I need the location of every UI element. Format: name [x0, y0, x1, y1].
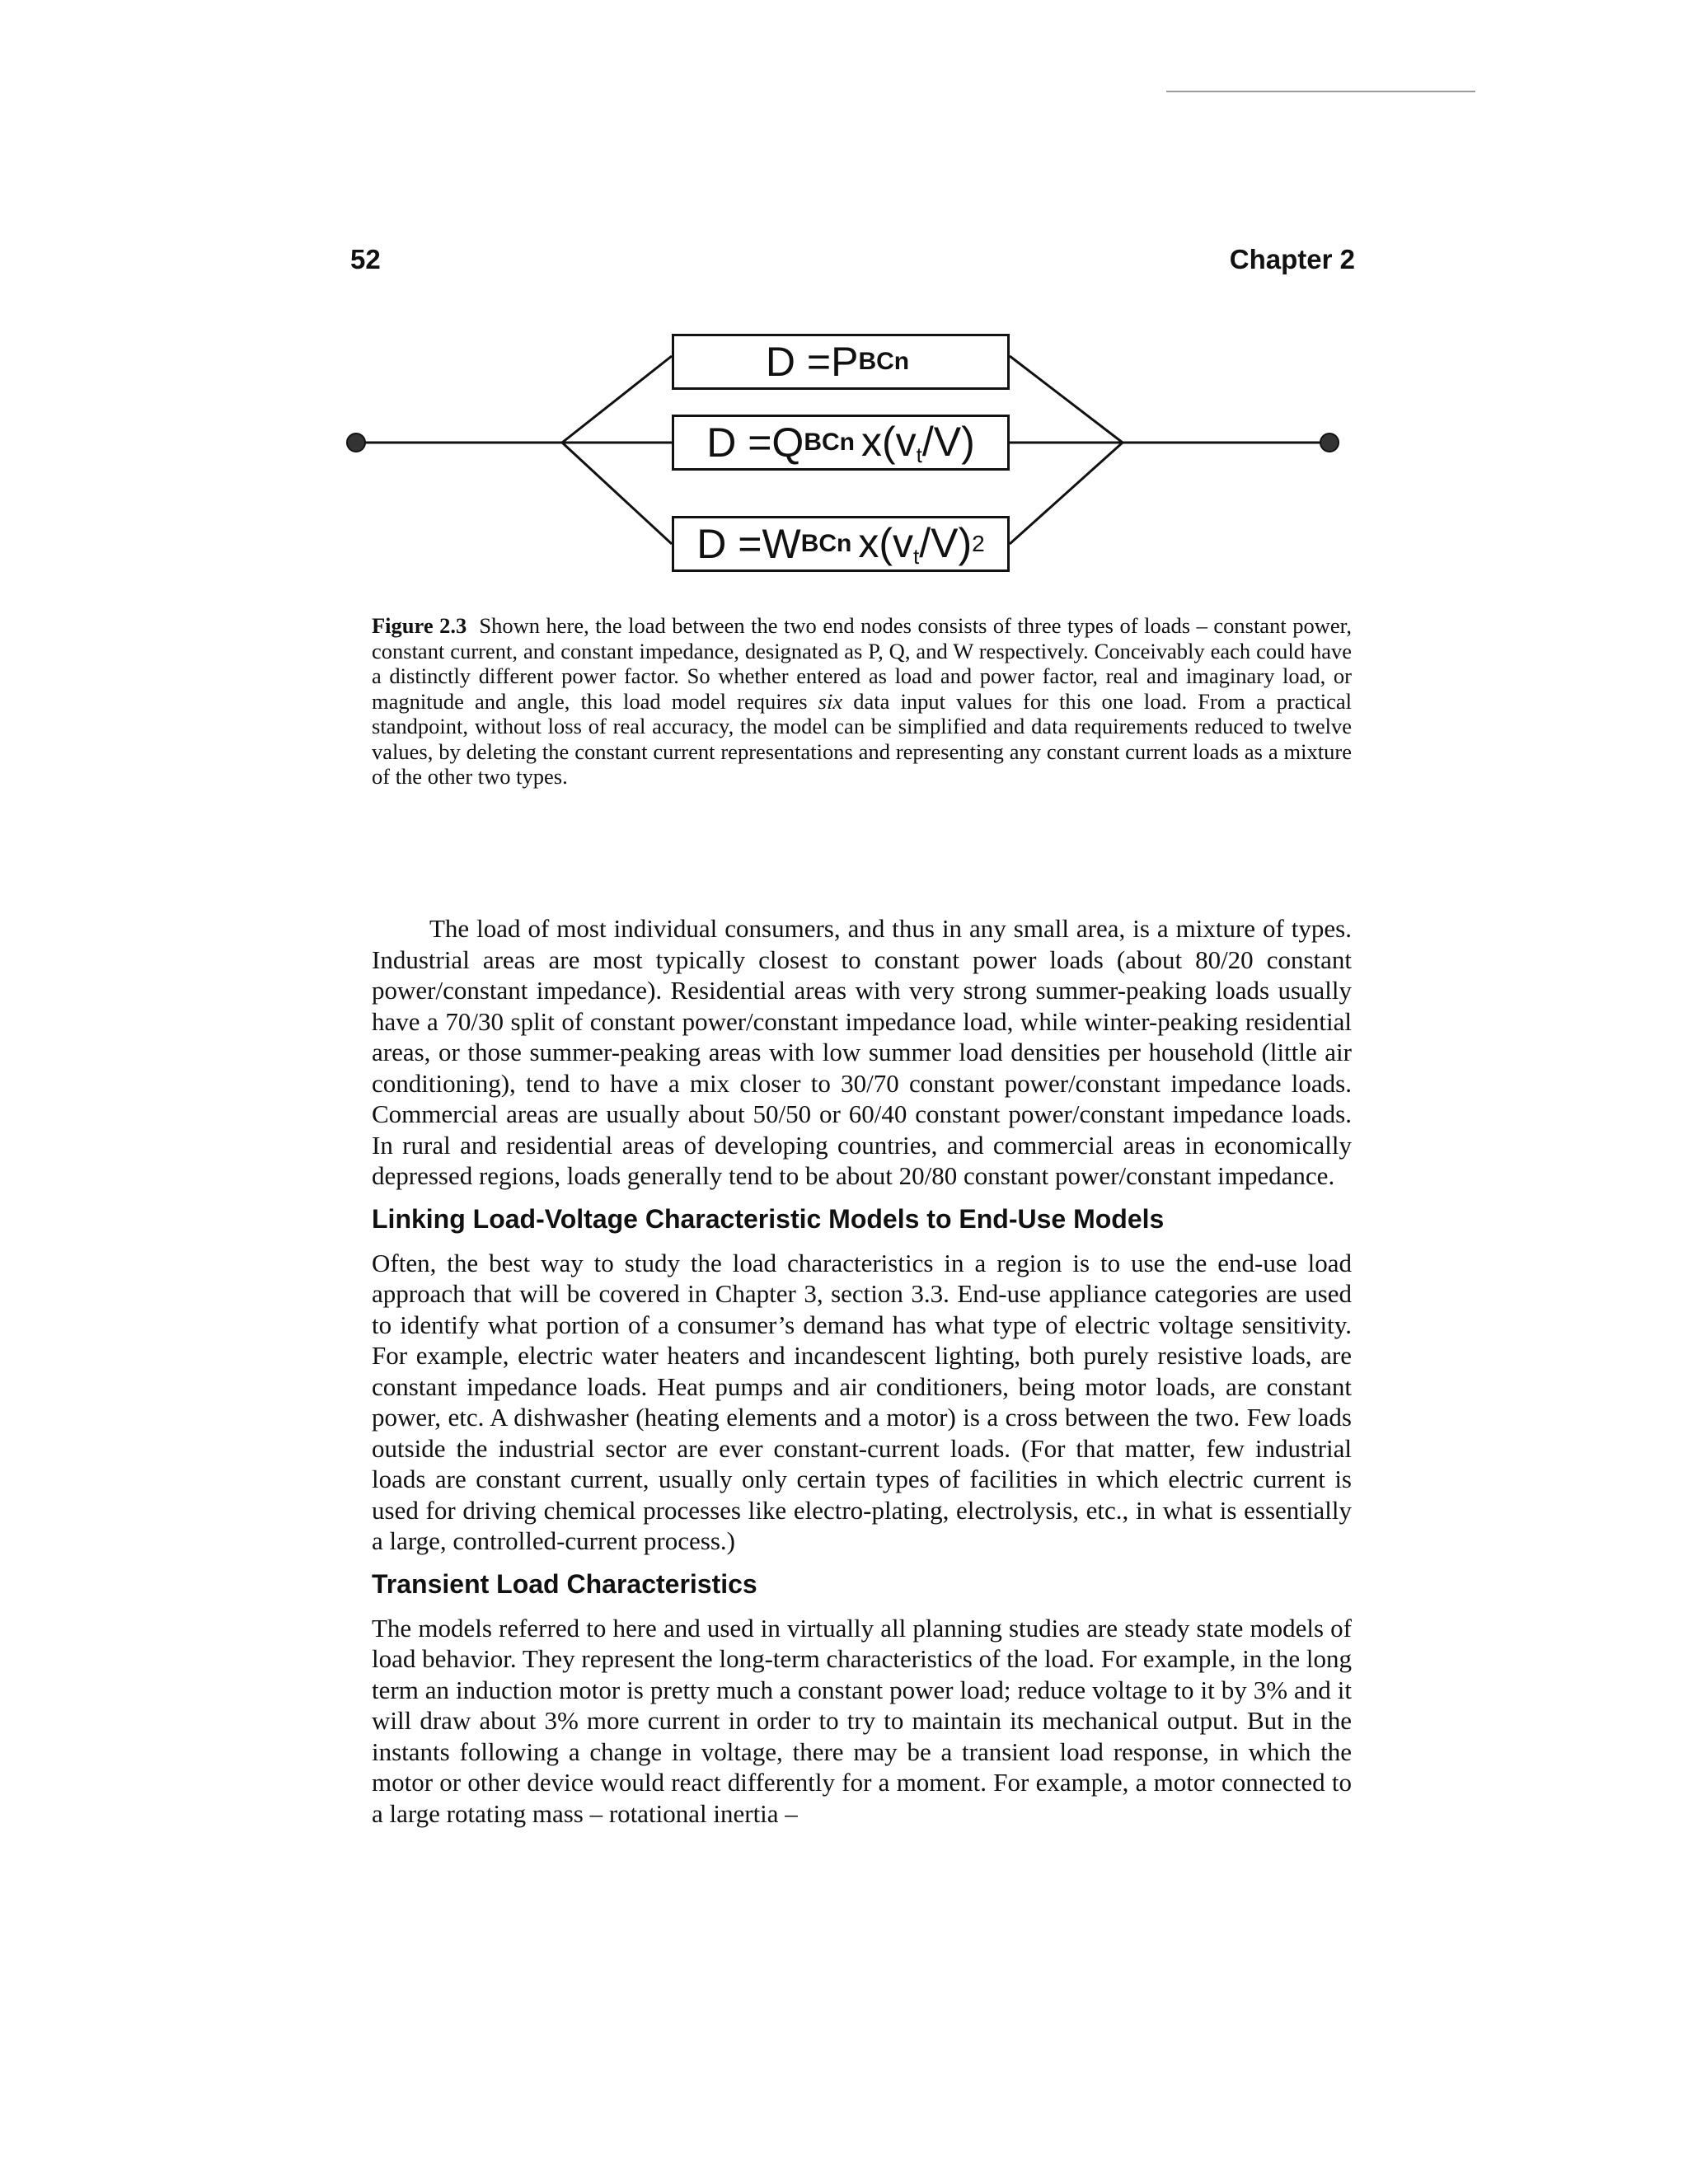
eq-exponent: 2	[972, 531, 985, 556]
section-heading-transient: Transient Load Characteristics	[372, 1568, 757, 1599]
constant-power-box	[672, 334, 1010, 390]
caption-text-1: Shown here, the load between the two end nodes consists of three types of loads – constant power, constant current, and constant impedance, designated as P, Q, and W respectively. Conceivably each could have a distinctly different power factor. So whether entered as load and power factor, real and imaginary load, or magnitude and angle, this load model requires	[372, 613, 1353, 714]
right-branch-top	[1010, 356, 1123, 443]
eq-voltage-ratio: x(vt/V)	[860, 418, 975, 467]
left-branch-top	[562, 356, 672, 443]
constant-impedance-box	[672, 516, 1010, 572]
eq-lhs: D =	[706, 419, 772, 466]
eq-symbol: W	[762, 521, 801, 567]
eq-lhs: D =	[765, 339, 832, 385]
caption-label: Figure 2.3	[372, 613, 467, 638]
eq-subscript: BCn	[804, 429, 855, 456]
figure-caption	[372, 613, 1352, 790]
eq-voltage-subscript: t	[913, 543, 920, 569]
left-branch-bottom	[562, 443, 672, 544]
eq-symbol: P	[831, 339, 859, 385]
eq-subscript: BCn	[800, 530, 852, 557]
eq-symbol: Q	[771, 419, 804, 466]
load-model-diagram	[0, 0, 1688, 593]
paragraph-load-mixture: The load of most individual consumers, and thus in any small area, is a mixture of types. Industrial areas are most typically closest to constant power loads (about 80/20 constant power/constant impedance). Residential areas with very strong summer-peaking loads usually have a 70/30 split of constant power/constant impedance load, while winter-peaking residential areas, or those summer-peaking areas with low summer load densities per household (little air conditioning), tend to have a mix closer to 30/70 constant power/constant impedance loads. Commercial areas are usually about 50/50 or 60/40 constant power/constant impedance loads. In rural and residential areas of developing countries, and commercial areas in economically depressed regions, loads generally tend to be about 20/80 constant power/constant impedance.	[372, 914, 1352, 1190]
right-branch-bottom	[1010, 443, 1123, 544]
paragraph-end-use: Often, the best way to study the load characteristics in a region is to use the end-use load approach that will be covered in Chapter 3, section 3.3. End-use appliance categories are used to identify what portion of a consumer’s demand has what type of electric voltage sensitivity. For example, electric water heaters and incandescent lighting, both purely resistive loads, are constant impedance loads. Heat pumps and air conditioners, being motor loads, are constant power, etc. A dishwasher (heating elements and a motor) is a cross between the two. Few loads outside the industrial sector are ever constant-current loads. (For that matter, few industrial loads are constant current, usually only certain types of facilities in which electric current is used for driving chemical processes like electro-plating, electrolysis, etc., in what is essentially a large, controlled-current process.)	[372, 1248, 1352, 1555]
constant-current-box	[672, 415, 1010, 471]
page-number: 52	[350, 244, 381, 274]
right-end-node	[1320, 434, 1339, 452]
paragraph-transient: The models referred to here and used in virtually all planning studies are steady state models of load behavior. They represent the long-term characteristics of the load. For example, in the long term an induction motor is pretty much a constant power load; reduce voltage to it by 3% and it will draw about 3% more current in order to try to maintain its mechanical output. But in the instants following a change in voltage, there may be a transient load response, in which the motor or other device would react differently for a moment. For example, a motor connected to a large rotating mass – rotational inertia –	[372, 1613, 1352, 1828]
eq-subscript: BCn	[858, 348, 910, 375]
chapter-label: Chapter 2	[1229, 244, 1355, 274]
figure-2-3	[0, 0, 1688, 593]
section-heading-linking-models: Linking Load-Voltage Characteristic Models to End-Use Models	[372, 1203, 1165, 1234]
eq-lhs: D =	[696, 521, 762, 567]
caption-text-2: data input values for this one load. From a practical standpoint, without loss of real accuracy, the model can be simplified and data requirements reduced to twelve values, by deleting the constant current representations and representing any constant current loads as a mixture of the other two types.	[372, 688, 1352, 789]
caption-emphasis: six	[818, 688, 843, 714]
left-end-node	[347, 434, 365, 452]
body-text	[372, 913, 1352, 1829]
eq-voltage-ratio: x(vt/V)	[858, 519, 973, 569]
eq-voltage-subscript: t	[916, 442, 922, 467]
